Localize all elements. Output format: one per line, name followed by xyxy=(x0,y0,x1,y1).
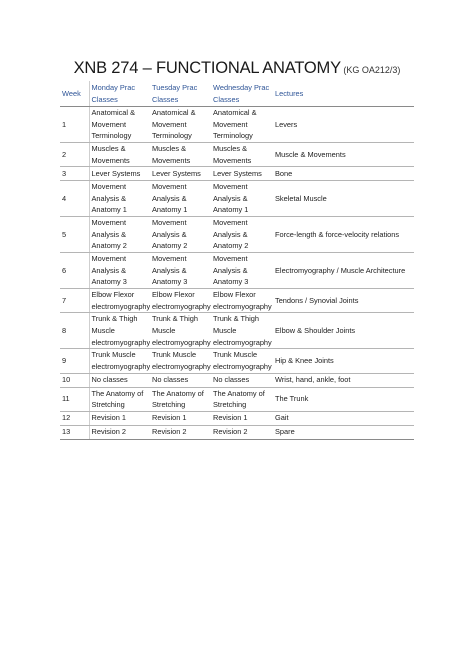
week-cell: 7 xyxy=(60,289,89,313)
table-row xyxy=(60,349,414,373)
monday-class-cell: Revision 2 xyxy=(89,425,150,439)
wednesday-class-cell: Revision 2 xyxy=(211,425,273,439)
tuesday-class-cell: Revision 1 xyxy=(150,411,211,425)
week-cell: 13 xyxy=(60,425,89,439)
week-cell: 6 xyxy=(60,253,89,289)
monday-class-cell: Lever Systems xyxy=(89,167,150,181)
week-cell: 12 xyxy=(60,411,89,425)
header-wednesday: Wednesday Prac Classes xyxy=(211,81,273,107)
wednesday-class-cell: Anatomical & Movement Terminology xyxy=(211,107,273,143)
course-title: XNB 274 – FUNCTIONAL ANATOMY xyxy=(73,59,341,77)
wednesday-class-cell: Elbow Flexor electromyography xyxy=(211,289,273,313)
course-room: (KG OA212/3) xyxy=(340,65,401,75)
tuesday-class-cell: Movement Analysis & Anatomy 2 xyxy=(150,217,211,253)
lecture-cell: Spare xyxy=(273,425,414,439)
wednesday-class-cell: Muscles & Movements xyxy=(211,143,273,167)
lecture-cell: Wrist, hand, ankle, foot xyxy=(273,373,414,387)
lecture-cell: The Trunk xyxy=(273,387,414,411)
lecture-cell: Gait xyxy=(273,411,414,425)
wednesday-class-cell: Movement Analysis & Anatomy 2 xyxy=(211,217,273,253)
tuesday-class-cell: Lever Systems xyxy=(150,167,211,181)
header-tuesday: Tuesday Prac Classes xyxy=(150,81,211,107)
wednesday-class-cell: Trunk Muscle electromyography xyxy=(211,349,273,373)
week-cell: 9 xyxy=(60,349,89,373)
week-cell: 8 xyxy=(60,313,89,349)
tuesday-class-cell: No classes xyxy=(150,373,211,387)
lecture-cell: Tendons / Synovial Joints xyxy=(273,289,414,313)
lecture-cell: Electromyography / Muscle Architecture xyxy=(273,253,414,289)
week-cell: 2 xyxy=(60,143,89,167)
wednesday-class-cell: The Anatomy of Stretching xyxy=(211,387,273,411)
tuesday-class-cell: Movement Analysis & Anatomy 1 xyxy=(150,181,211,217)
monday-class-cell: Movement Analysis & Anatomy 2 xyxy=(89,217,150,253)
monday-class-cell: No classes xyxy=(89,373,150,387)
monday-class-cell: Elbow Flexor electromyography xyxy=(89,289,150,313)
header-week: Week xyxy=(60,81,89,107)
header-row xyxy=(60,81,414,107)
wednesday-class-cell: Revision 1 xyxy=(211,411,273,425)
page-title xyxy=(0,59,474,78)
wednesday-class-cell: Trunk & Thigh Muscle electromyography xyxy=(211,313,273,349)
table-row xyxy=(60,107,414,143)
week-cell: 1 xyxy=(60,107,89,143)
table-row xyxy=(60,425,414,439)
table-row xyxy=(60,167,414,181)
monday-class-cell: Trunk & Thigh Muscle electromyography xyxy=(89,313,150,349)
week-cell: 11 xyxy=(60,387,89,411)
table-row xyxy=(60,217,414,253)
monday-class-cell: Movement Analysis & Anatomy 1 xyxy=(89,181,150,217)
tuesday-class-cell: Trunk & Thigh Muscle electromyography xyxy=(150,313,211,349)
header-monday: Monday Prac Classes xyxy=(89,81,150,107)
tuesday-class-cell: Muscles & Movements xyxy=(150,143,211,167)
wednesday-class-cell: Lever Systems xyxy=(211,167,273,181)
monday-class-cell: Trunk Muscle electromyography xyxy=(89,349,150,373)
table-row xyxy=(60,411,414,425)
lecture-cell: Elbow & Shoulder Joints xyxy=(273,313,414,349)
table-row xyxy=(60,373,414,387)
header-lectures: Lectures xyxy=(273,81,414,107)
monday-class-cell: The Anatomy of Stretching xyxy=(89,387,150,411)
monday-class-cell: Movement Analysis & Anatomy 3 xyxy=(89,253,150,289)
lecture-cell: Levers xyxy=(273,107,414,143)
tuesday-class-cell: Anatomical & Movement Terminology xyxy=(150,107,211,143)
table-row xyxy=(60,143,414,167)
week-cell: 10 xyxy=(60,373,89,387)
monday-class-cell: Revision 1 xyxy=(89,411,150,425)
monday-class-cell: Anatomical & Movement Terminology xyxy=(89,107,150,143)
tuesday-class-cell: Movement Analysis & Anatomy 3 xyxy=(150,253,211,289)
lecture-cell: Force-length & force-velocity relations xyxy=(273,217,414,253)
table-row xyxy=(60,253,414,289)
tuesday-class-cell: Revision 2 xyxy=(150,425,211,439)
week-cell: 3 xyxy=(60,167,89,181)
lecture-cell: Bone xyxy=(273,167,414,181)
lecture-cell: Muscle & Movements xyxy=(273,143,414,167)
tuesday-class-cell: Elbow Flexor electromyography xyxy=(150,289,211,313)
tuesday-class-cell: The Anatomy of Stretching xyxy=(150,387,211,411)
schedule-table xyxy=(60,81,414,440)
table-row xyxy=(60,387,414,411)
table-row xyxy=(60,181,414,217)
lecture-cell: Hip & Knee Joints xyxy=(273,349,414,373)
wednesday-class-cell: No classes xyxy=(211,373,273,387)
wednesday-class-cell: Movement Analysis & Anatomy 1 xyxy=(211,181,273,217)
lecture-cell: Skeletal Muscle xyxy=(273,181,414,217)
week-cell: 5 xyxy=(60,217,89,253)
tuesday-class-cell: Trunk Muscle electromyography xyxy=(150,349,211,373)
table-row xyxy=(60,289,414,313)
week-cell: 4 xyxy=(60,181,89,217)
table-row xyxy=(60,313,414,349)
monday-class-cell: Muscles & Movements xyxy=(89,143,150,167)
wednesday-class-cell: Movement Analysis & Anatomy 3 xyxy=(211,253,273,289)
